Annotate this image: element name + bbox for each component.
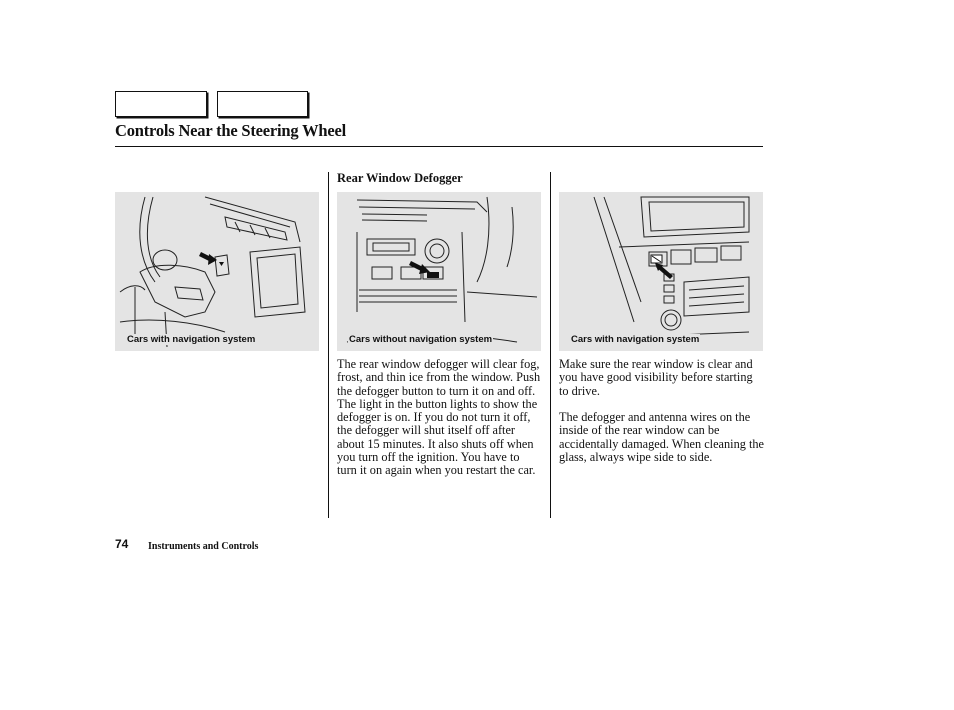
nav-tab-box-1[interactable]: [115, 91, 207, 117]
figure-console-nav: [559, 192, 763, 351]
column-divider-1: [328, 172, 329, 518]
figure-steering-column-nav: [115, 192, 319, 351]
defogger-description-paragraph: The rear window defogger will clear fog, frost, and thin ice from the window. Push the defogger button to turn it on and off. The light in the button lights to show the defogger is on. If you do not turn it off, the defogger will shut itself off after about 15 minutes. It also shuts off when you turn off the ignition. You have to turn it on again when you restart the car.: [337, 357, 541, 478]
page-number: 74: [115, 537, 129, 551]
figure-caption: Cars without navigation system: [349, 334, 493, 345]
page-title: Controls Near the Steering Wheel: [115, 121, 346, 140]
figure-caption: Cars with navigation system: [127, 334, 256, 345]
section-heading: Rear Window Defogger: [337, 171, 463, 185]
console-illustration: [559, 192, 763, 351]
figure-caption: Cars with navigation system: [571, 334, 700, 345]
column-divider-2: [550, 172, 551, 518]
dashboard-illustration: [337, 192, 541, 351]
wire-care-paragraph: The defogger and antenna wires on the inside of the rear window can be accidentally damaged. When cleaning the glass, always wipe side to side.: [559, 410, 764, 464]
figure-dashboard-no-nav: [337, 192, 541, 351]
visibility-paragraph: Make sure the rear window is clear and you have good visibility before starting to drive.: [559, 357, 753, 398]
footer-section-name: Instruments and Controls: [148, 541, 259, 552]
steering-column-illustration: [115, 192, 319, 351]
nav-tab-box-2[interactable]: [217, 91, 308, 117]
title-rule: [115, 146, 763, 147]
